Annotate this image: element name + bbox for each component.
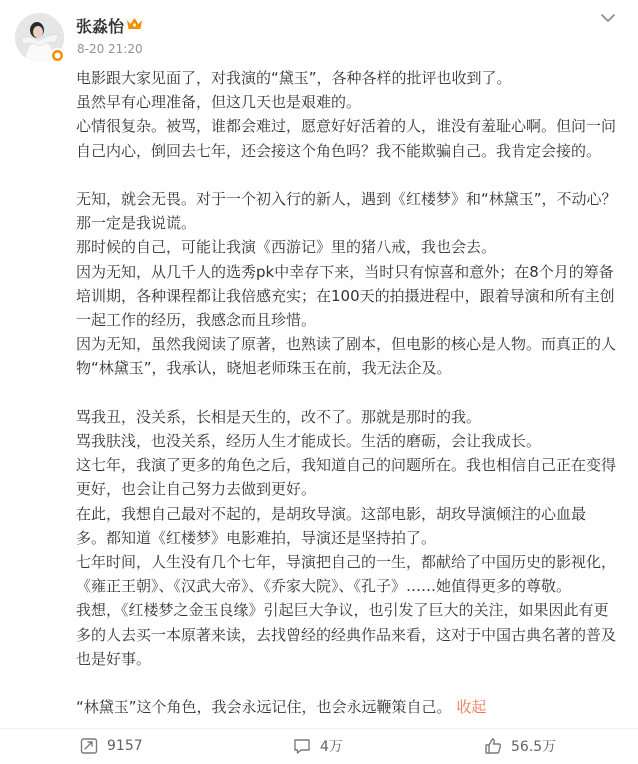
thumbs-up-icon xyxy=(484,737,502,755)
post-timestamp[interactable]: 8-20 21:20 xyxy=(77,42,143,56)
content-line: 在此，我想自己最对不起的，是胡玫导演。这部电影，胡玫导演倾注的心血最 xyxy=(76,504,587,523)
content-line-last xyxy=(76,695,628,719)
content-line: 物“林黛玉”，我承认，晓旭老师珠玉在前，我无法企及。 xyxy=(76,359,452,378)
content-line: 电影跟大家见面了，对我演的“黛玉”，各种各样的批评也收到了。 xyxy=(76,69,512,87)
content-line: 培训期，各种课程都让我倍感充实；在100天的拍摄进程中，跟着导演和所有主创 xyxy=(76,286,615,305)
content-line: 《雍正王朝》、《汉武大帝》、《乔家大院》、《孔子》……她值得更多的尊敬。 xyxy=(76,577,572,596)
action-bar xyxy=(0,731,638,761)
like-count: 56.5万 xyxy=(511,739,557,755)
content-line: 骂我丑，没关系，长相是天生的，改不了。那就是那时的我。 xyxy=(76,407,482,426)
divider xyxy=(0,728,638,729)
content-line: 那一定是我说谎。 xyxy=(76,214,197,233)
author-name[interactable]: 张淼怡 xyxy=(76,17,125,36)
content-line: 多的人去买一本原著来读，去找曾经的经典作品来看，这对于中国古典名著的普及 xyxy=(76,625,617,644)
collapse-link[interactable]: 收起 xyxy=(456,698,487,717)
content-line: 骂我肤浅，也没关系，经历人生才能成长。生活的磨砺，会让我成长。 xyxy=(76,432,542,451)
paragraph-gap xyxy=(76,381,628,405)
content-line: 更好，也会让自己努力去做到更好。 xyxy=(76,480,317,499)
content-line: 虽然早有心理准备，但这几天也是艰难的。 xyxy=(76,93,362,112)
content-line: 这七年，我演了更多的角色之后，我知道自己的问题所在。我也相信自己正在变得 xyxy=(76,456,617,475)
comment-icon xyxy=(293,737,311,755)
repost-button[interactable] xyxy=(80,731,143,761)
repost-icon xyxy=(80,737,98,755)
content-line: 一起工作的经历，我感念而且珍惜。 xyxy=(76,311,317,330)
verified-badge-icon xyxy=(50,48,65,63)
crown-badge-icon xyxy=(126,16,143,31)
content-line: 因为无知，从几千人的选秀pk中幸存下来，当时只有惊喜和意外；在8个月的筹备 xyxy=(76,262,614,281)
content-text: “林黛玉”这个角色，我会永远记住，也会永远鞭策自己。 xyxy=(76,698,452,717)
content-line: 自己内心，倒回去七年，还会接这个角色吗？我不能欺骗自己。我肯定会接的。 xyxy=(76,141,602,160)
content-line: 七年时间，人生没有几个七年，导演把自己的一生，都献给了中国历史的影视化， xyxy=(76,553,617,572)
content-line: 那时候的自己，可能让我演《西游记》里的猪八戒，我也会去。 xyxy=(76,238,497,257)
content-line: 无知，就会无畏。对于一个初入行的新人，遇到《红楼梦》和“林黛玉”，不动心？ xyxy=(76,190,617,208)
chevron-down-icon[interactable] xyxy=(598,8,618,28)
post-content xyxy=(76,66,628,719)
content-line: 也是好事。 xyxy=(76,649,152,668)
paragraph-gap xyxy=(76,163,628,187)
comment-button[interactable] xyxy=(293,731,343,761)
comment-count: 4万 xyxy=(320,739,343,755)
paragraph-gap xyxy=(76,671,628,695)
content-line: 因为无知，虽然我阅读了原著，也熟读了剧本，但电影的核心是人物。而真正的人 xyxy=(76,335,617,354)
content-line: 我想，《红楼梦之金玉良缘》引起巨大争议，也引发了巨大的关注，如果因此有更 xyxy=(76,601,609,620)
like-button[interactable] xyxy=(484,731,556,761)
repost-count: 9157 xyxy=(107,738,143,754)
content-line: 多。都知道《红楼梦》电影难拍，导演还是坚持拍了。 xyxy=(76,528,437,547)
content-line: 心情很复杂。被骂，谁都会难过，愿意好好活着的人，谁没有羞耻心啊。但问一问 xyxy=(76,117,617,136)
